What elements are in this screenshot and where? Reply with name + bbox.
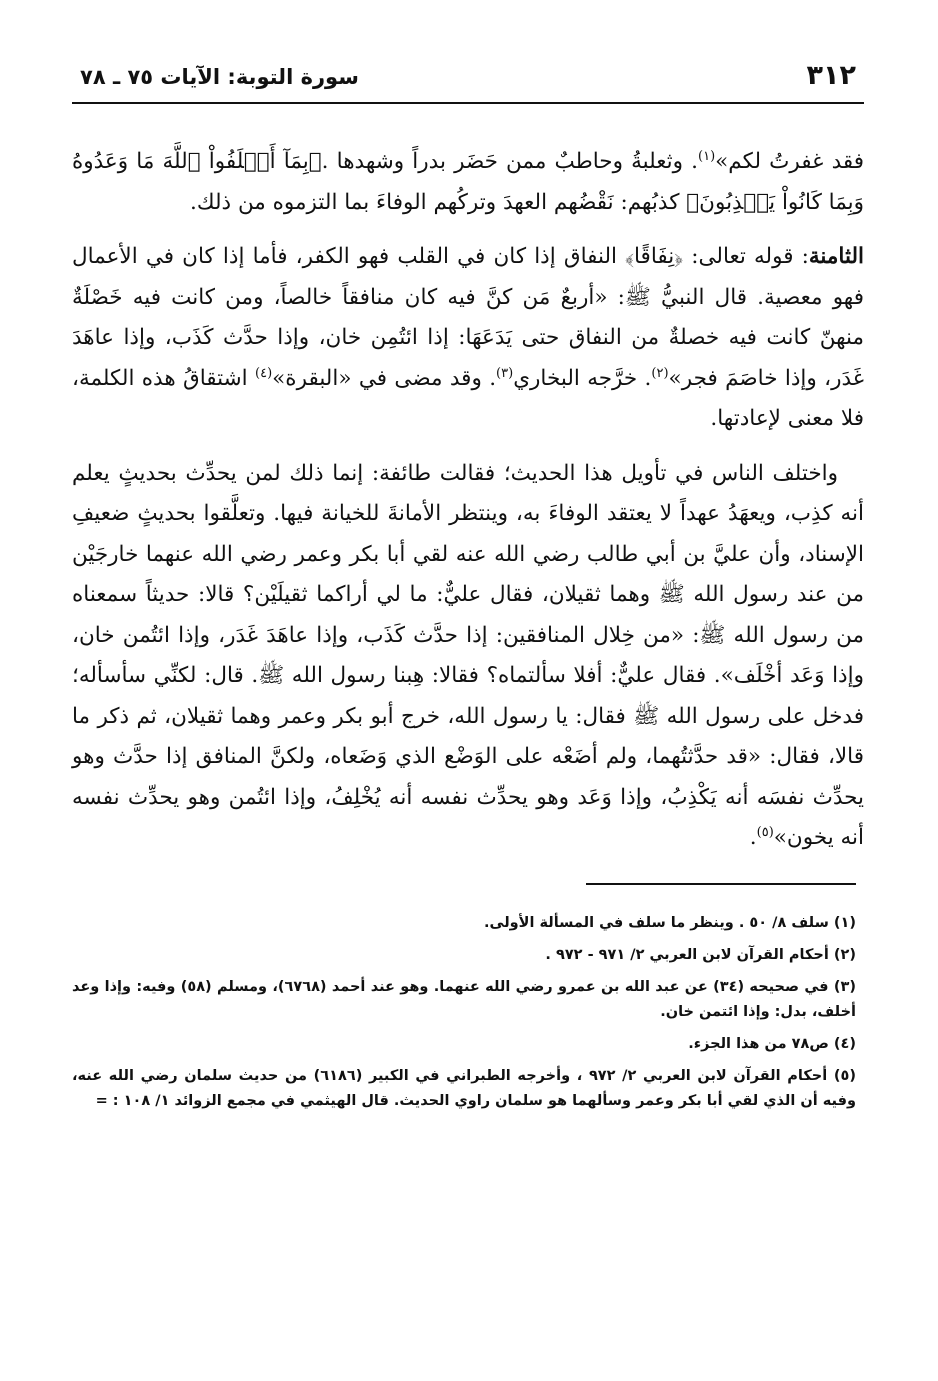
footnote-ref-4: (٤) [255,365,273,381]
text-segment: . وثعلبةُ وحاطبٌ ممن حَضَر بدراً وشهدها . [321,149,698,174]
header-title: سورة التوبة: الآيات ٧٥ ـ ٧٨ [80,65,359,89]
footnote-2: (٢) أحكام القرآن لابن العربي ٢/ ٩٧١ - ٩٧٢ . [545,946,856,963]
issue-heading: الثامنة [808,244,864,269]
footnote-ref-3: (٣) [496,365,514,381]
footnote-separator [586,883,856,885]
paragraph-1 [72,142,864,223]
running-header [72,60,864,104]
footnote-3: (٣) في صحيحه (٣٤) عن عبد الله بن عمرو رضي الله عنهما. وهو عند أحمد (٦٧٦٨)، ومسلم (٥٨) وفيه: وإذا وعد أخلف، بدل: وإذا ائتمن خان. [72,978,856,1020]
text-segment: اشتقاقُ هذه الكلمة، فلا معنى لإعادتها. [72,365,864,431]
text-segment: . وقد مضى في «البقرة» [272,365,497,391]
text-segment: . [749,825,757,850]
text-segment: . خرَّجه البخاري [513,365,652,391]
quran-verse: ﴿نِفَاقًا﴾ [625,244,684,269]
text-segment: النفاق إذا كان في القلب فهو الكفر، فأما إذا كان في الأعمال فهو معصية. قال النبيُّ ﷺ: «أربعٌ مَن كنَّ فيه كان منافقاً خالصاً، ومن كانت فيه خَصْلَةٌ منهنّ كانت فيه خصلةٌ من النفاق حتى يَدَعَهَا: إذا ائتُمِن خان، وإذا حدَّث كَذَب، وإذا عاهَدَ غَدَر، وإذا خاصَمَ فجر» [72,244,865,391]
main-text [72,142,864,859]
footnote-ref-5: (٥) [756,824,774,840]
footnote-ref-1: (١) [698,148,716,164]
text-segment: فقد غفرتُ لكم» [715,149,865,174]
text-segment: واختلف الناس في تأويل هذا الحديث؛ فقالت طائفة: إنما ذلك لمن يحدِّث بحديثٍ يعلم أنه كذِب، ويعهَدُ عهداً لا يعتقد الوفاءَ به، وينتظر الأمانةَ للخيانة فيها. وتعلَّقوا بحديثٍ ضعيفِ الإسناد، وأن عليَّ بن أبي طالب رضي الله عنه لقي أبا بكر وعمر رضي الله عنهما خارجَيْن من عند رسول الله ﷺ وهما ثقيلان، فقال عليٌّ: ما لي أراكما ثقيلَيْن؟ قالا: حديثاً سمعناه من رسول الله ﷺ: «من خِلال المنافقين: إذا حدَّث كَذَب، وإذا عاهَدَ غَدَر، وإذا ائتُمن خان، وإذا وَعَد أخْلَف». فقال عليٌّ: أفلا سألتماه؟ فقالا: هِبنا رسول الله ﷺ. قال: لكنِّي سأسأله؛ فدخل على رسول الله ﷺ فقال: يا رسول الله، خرج أبو بكر وعمر وهما ثقيلان، ثم ذكر ما قالا، فقال: «قد حدَّثتُهما، ولم أضَعْه على الوَضْع الذي وَضَعاه، ولكنَّ المنافق إذا حدَّث وهو يحدِّث نفسَه أنه يَكْذِبُ، وإذا وَعَد وهو يحدِّث نفسه أنه يُخْلِفُ، وإذا ائتُمن وهو يحدِّث نفسه أنه يخون» [72,460,864,850]
footnotes [72,911,864,1114]
page-number: ٣١٢ [806,60,856,91]
footnote-5: (٥) أحكام القرآن لابن العربي ٢/ ٩٧٢ ، وأخرجه الطبراني في الكبير (٦١٨٦) من حديث سلمان رضي الله عنه، وفيه أن الذي لقي أبا بكر وعمر وسألهما هو سلمان راوي الحديث. قال الهيثمي في مجمع الزوائد ١/ ١٠٨ : = [72,1067,856,1109]
footnote-ref-2: (٢) [651,365,669,381]
paragraph-2 [72,237,864,440]
book-page [72,60,864,1121]
quran-verse: ﴿بِمَآ أَخۡلَفُواْ ٱللَّهَ مَا وَعَدُوهُ وَبِمَا كَانُواْ يَكۡذِبُونَ﴾ [72,149,864,215]
text-segment: : قوله تعالى: [683,244,809,269]
paragraph-3 [72,454,864,859]
text-segment: كذبُهم: نَقْضُهم العهدَ وتركُهم الوفاءَ بما التزموه من ذلك. [190,189,687,215]
footnote-4: (٤) ص٧٨ من هذا الجزء. [688,1035,856,1052]
footnote-1: (١) سلف ٨/ ٥٠ . وينظر ما سلف في المسألة الأولى. [484,914,856,931]
